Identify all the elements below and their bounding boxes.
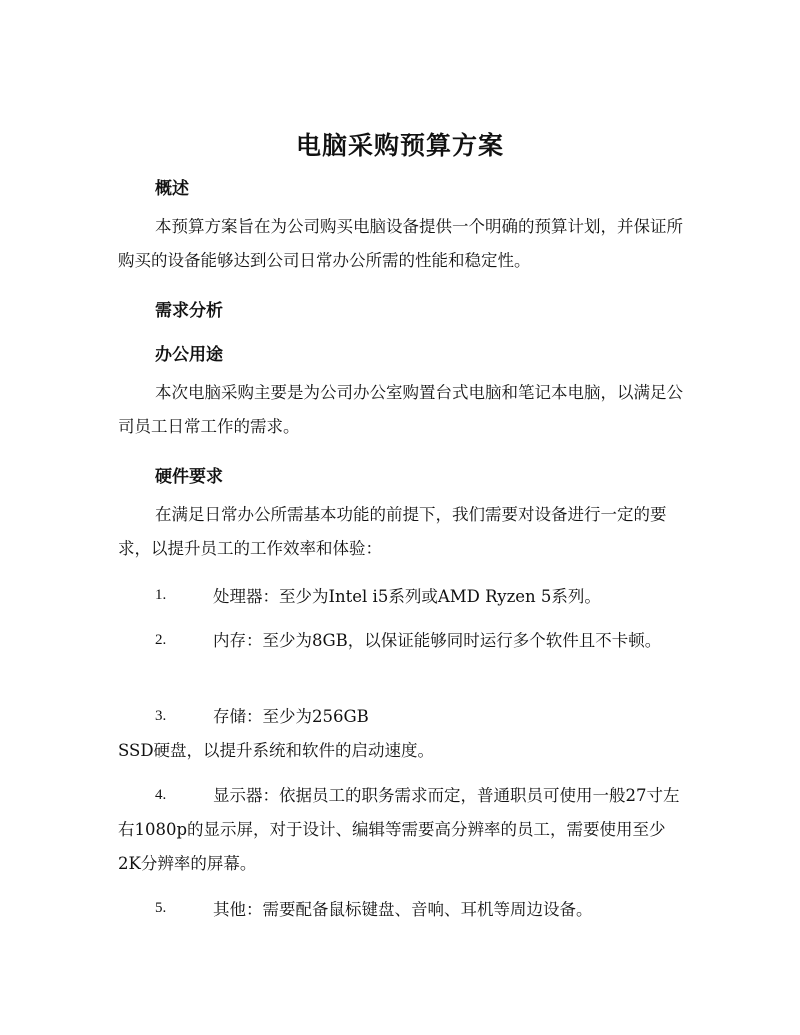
office-use-text: 本次电脑采购主要是为公司办公室购置台式电脑和笔记本电脑，以满足公司员工日常工作的需求。 xyxy=(118,383,683,436)
list-item-text: 显示器：依据员工的职务需求而定，普通职员可使用一般27寸左右1080p的显示屏，对于设计、编辑等需要高分辨率的员工，需要使用至少2K分辨率的屏幕。 xyxy=(118,786,680,873)
overview-paragraph xyxy=(118,210,684,278)
hardware-heading: 硬件要求 xyxy=(155,467,223,487)
list-item-number: 2. xyxy=(155,632,167,648)
list-item-number: 1. xyxy=(155,587,167,603)
list-item-text: 处理器：至少为Intel i5系列或AMD Ryzen 5系列。 xyxy=(213,587,601,606)
list-item-text-continued: SSD硬盘，以提升系统和软件的启动速度。 xyxy=(118,741,435,760)
document-title: 电脑采购预算方案 xyxy=(295,131,504,160)
list-item-number: 5. xyxy=(155,900,167,916)
list-item xyxy=(118,700,684,768)
hardware-paragraph xyxy=(118,498,684,566)
list-item-text: 内存：至少为8GB，以保证能够同时运行多个软件且不卡顿。 xyxy=(213,631,662,650)
list-item-number: 3. xyxy=(155,708,167,724)
overview-heading: 概述 xyxy=(155,179,189,199)
list-item xyxy=(118,893,684,927)
list-item xyxy=(118,580,684,614)
list-item-number: 4. xyxy=(155,787,167,803)
list-item xyxy=(118,624,684,658)
office-use-heading: 办公用途 xyxy=(155,345,223,365)
hardware-text: 在满足日常办公所需基本功能的前提下，我们需要对设备进行一定的要求，以提升员工的工作效率和体验： xyxy=(118,505,667,558)
list-item-text: 存储：至少为256GB xyxy=(213,707,369,726)
list-item xyxy=(118,779,684,881)
needs-heading: 需求分析 xyxy=(155,301,223,321)
office-use-paragraph xyxy=(118,376,684,444)
overview-text: 本预算方案旨在为公司购买电脑设备提供一个明确的预算计划，并保证所购买的设备能够达到公司日常办公所需的性能和稳定性。 xyxy=(118,217,683,270)
list-item-text: 其他：需要配备鼠标键盘、音响、耳机等周边设备。 xyxy=(213,900,593,919)
